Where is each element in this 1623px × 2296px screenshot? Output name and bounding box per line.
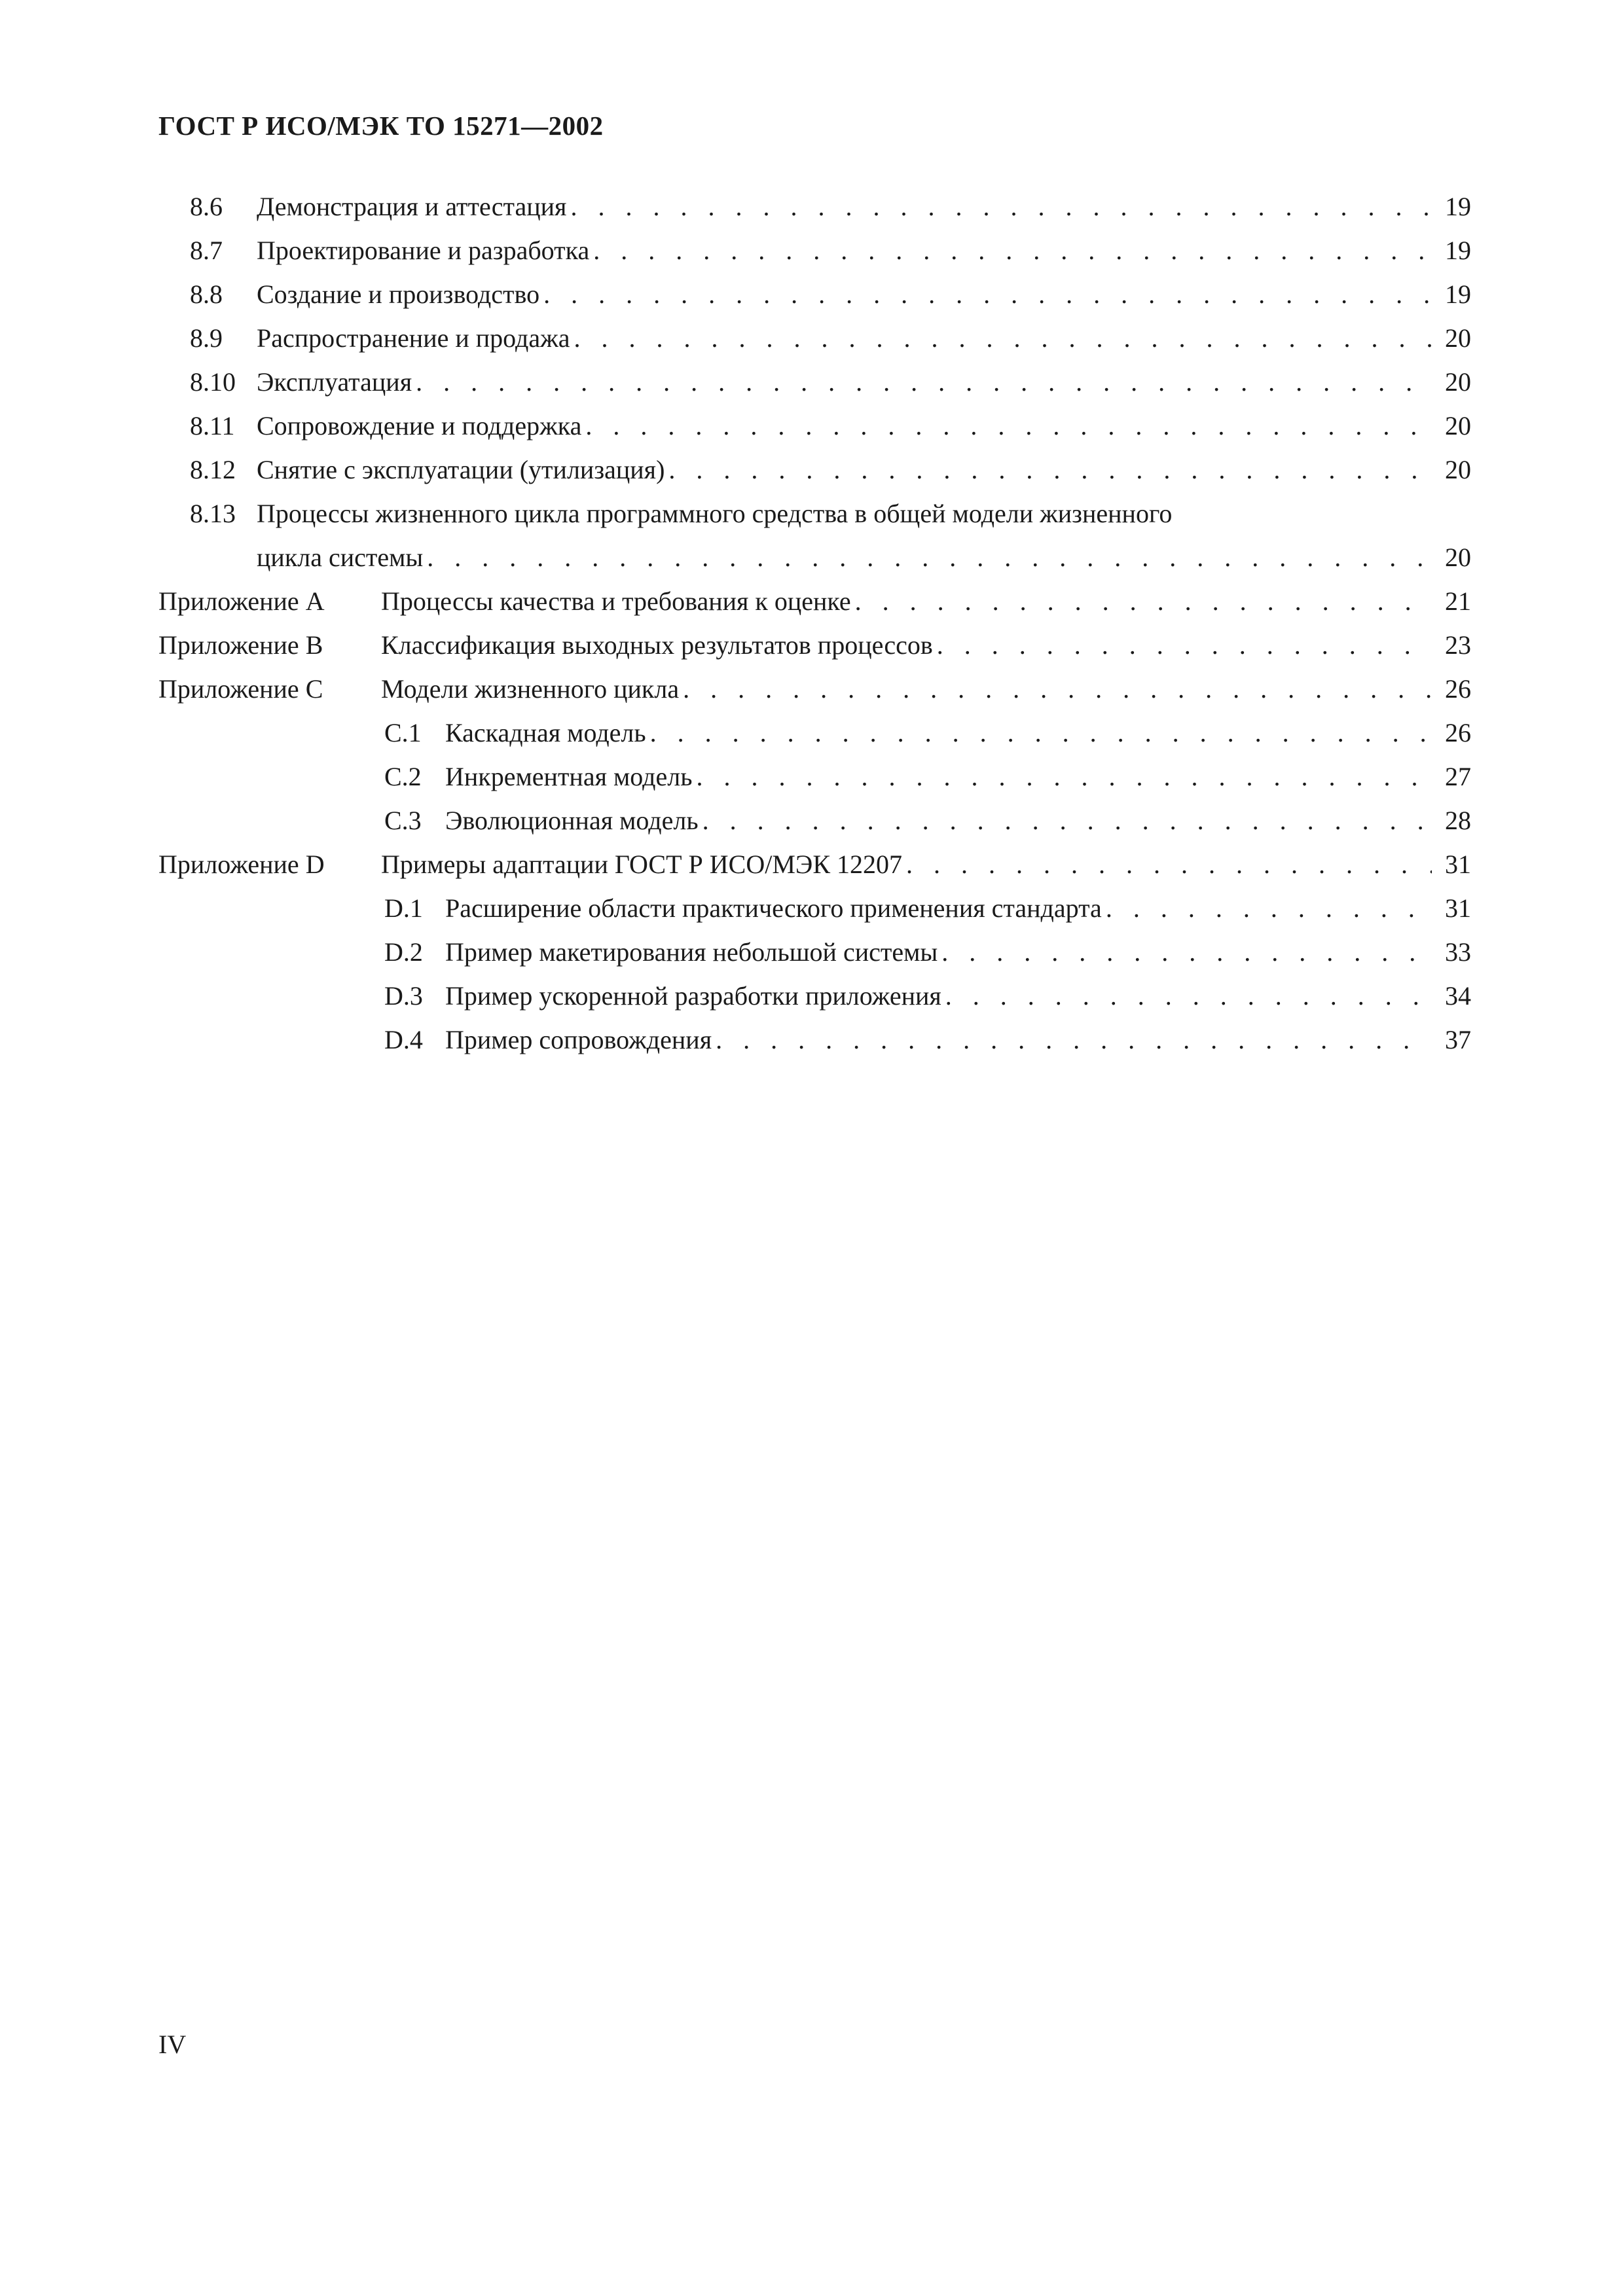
toc-appendix-entry [158,846,1471,883]
toc-leader-dots [423,539,1432,576]
toc-entry-title: Эксплуатация [257,367,412,397]
toc-entry-page: 20 [1445,323,1471,353]
toc-entry [190,188,1471,225]
toc-entry-number: C.3 [384,806,422,835]
toc-entry-number: D.2 [384,937,423,967]
toc-appendix-entry [158,583,1471,620]
toc-leader-dots [902,846,1432,883]
toc-entry-page: 20 [1445,367,1471,397]
toc-entry-title: Проектирование и разработка [257,236,590,265]
toc-entry-number: D.4 [384,1025,423,1054]
toc-entry-page: 19 [1445,236,1471,265]
toc-entry-page: 31 [1445,850,1471,879]
toc-leader-dots [699,802,1432,839]
toc-leader-dots [1102,890,1432,927]
toc-entry-number: 8.7 [190,236,223,265]
toc-entry [190,232,1471,269]
toc-entry-title: Классификация выходных результатов процессов [381,630,933,660]
toc-entry [190,276,1471,313]
toc-entry [384,802,1471,839]
toc-entry-number: C.1 [384,718,422,747]
toc-entry [190,364,1471,401]
toc-leader-dots [941,978,1432,1014]
toc-leader-dots [679,671,1432,708]
toc-entry-title-continuation: цикла системы [257,543,424,572]
toc-leader-dots [933,627,1432,664]
toc-leader-dots [692,759,1432,795]
toc-entry-page: 20 [1445,455,1471,484]
document-header: ГОСТ Р ИСО/МЭК ТО 15271—2002 [158,111,604,141]
toc-entry-page: 23 [1445,630,1471,660]
toc-entry [384,715,1471,751]
toc-entry-page: 37 [1445,1025,1471,1054]
toc-entry-title: Эволюционная модель [445,806,699,835]
toc-entry-title: Распространение и продажа [257,323,570,353]
toc-entry-page: 34 [1445,981,1471,1011]
toc-entry-number: 8.10 [190,367,236,397]
toc-leader-dots [539,276,1432,313]
toc-appendix-entry [158,671,1471,708]
toc-entry-title: Пример ускоренной разработки приложения [445,981,941,1011]
toc-entry-page: 26 [1445,718,1471,747]
toc-entry-number: D.1 [384,893,423,923]
toc-entry-title: Процессы качества и требования к оценке [381,586,851,616]
toc-entry-number: C.2 [384,762,422,791]
toc-leader-dots [712,1022,1432,1058]
toc-entry [384,1022,1471,1058]
toc-entry-title: Процессы жизненного цикла программного средства в общей модели жизненного [257,499,1173,528]
toc-entry [384,890,1471,927]
toc-leader-dots [570,320,1432,357]
toc-entry [190,320,1471,357]
toc-entry-number: 8.12 [190,455,236,484]
toc-entry-title: Создание и производство [257,279,540,309]
toc-entry-page: 19 [1445,192,1471,221]
toc-entry-title: Примеры адаптации ГОСТ Р ИСО/МЭК 12207 [381,850,902,879]
toc-leader-dots [938,934,1432,971]
toc-entry-number: 8.11 [190,411,235,440]
toc-appendix-label: Приложение B [158,630,323,660]
toc-entry-page: 20 [1445,543,1471,572]
page-number: IV [158,2030,187,2059]
toc-entry-page: 28 [1445,806,1471,835]
toc-entry-number: 8.9 [190,323,223,353]
toc-entry [190,408,1471,444]
toc-entry-page: 27 [1445,762,1471,791]
toc-entry-title: Сопровождение и поддержка [257,411,582,440]
toc-entry-title: Инкрементная модель [445,762,693,791]
toc-entry-page: 21 [1445,586,1471,616]
toc-leader-dots [646,715,1432,751]
toc-appendix-label: Приложение C [158,674,323,704]
toc-entry-page: 20 [1445,411,1471,440]
toc-entry [384,759,1471,795]
toc-appendix-entry [158,627,1471,664]
toc-entry-page: 31 [1445,893,1471,923]
toc-appendix-label: Приложение D [158,850,325,879]
toc-entry-title: Снятие с эксплуатации (утилизация) [257,455,665,484]
toc-entry [190,495,1471,532]
toc-leader-dots [566,188,1432,225]
toc-entry-number: D.3 [384,981,423,1011]
toc-entry [384,978,1471,1014]
toc-entry-title: Пример макетирования небольшой системы [445,937,938,967]
toc-entry [384,934,1471,971]
toc-leader-dots [412,364,1432,401]
toc-appendix-label: Приложение A [158,586,325,616]
toc-entry-title: Модели жизненного цикла [381,674,680,704]
toc-entry-page: 26 [1445,674,1471,704]
toc-entry-number: 8.13 [190,499,236,528]
toc-entry-title: Каскадная модель [445,718,646,747]
toc-entry-number: 8.8 [190,279,223,309]
toc-entry-page: 33 [1445,937,1471,967]
toc-entry-title: Расширение области практического применения стандарта [445,893,1102,923]
toc-leader-dots [581,408,1432,444]
toc-leader-dots [851,583,1432,620]
toc-leader-dots [589,232,1432,269]
toc-entry-number: 8.6 [190,192,223,221]
toc-entry-continuation [257,539,1471,576]
toc-entry-page: 19 [1445,279,1471,309]
toc-entry [190,452,1471,488]
toc-leader-dots [665,452,1432,488]
toc-entry-title: Демонстрация и аттестация [257,192,567,221]
toc-entry-title: Пример сопровождения [445,1025,712,1054]
